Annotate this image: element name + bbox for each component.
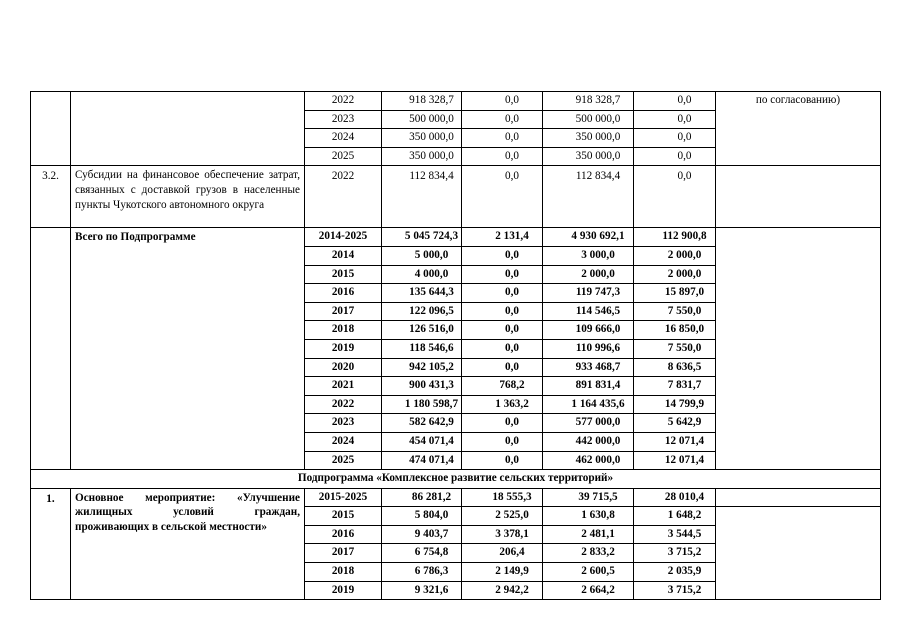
local-cell: 7 550,0 [634, 339, 716, 358]
total-cell: 126 516,0 [382, 321, 462, 340]
local-cell: 14 799,9 [634, 395, 716, 414]
okrug-cell: 462 000,0 [543, 451, 634, 470]
year-cell: 2024 [305, 432, 382, 451]
description-cell: Субсидии на финансовое обеспечение затрат, связанных с доставкой грузов в населенные пункты Чукотского автономного округа [71, 166, 305, 228]
total-label-cell: Всего по Подпрограмме [71, 228, 305, 470]
okrug-cell: 112 834,4 [543, 166, 634, 228]
okrug-cell: 350 000,0 [543, 129, 634, 148]
year-cell: 2016 [305, 525, 382, 544]
year-cell: 2022 [305, 92, 382, 111]
okrug-cell: 2 664,2 [543, 581, 634, 600]
year-cell: 2014 [305, 246, 382, 265]
total-cell: 5 045 724,3 [382, 228, 462, 247]
federal-cell: 2 131,4 [462, 228, 543, 247]
total-cell: 474 071,4 [382, 451, 462, 470]
local-cell: 2 035,9 [634, 563, 716, 582]
year-cell: 2021 [305, 377, 382, 396]
federal-cell: 0,0 [462, 432, 543, 451]
year-cell: 2025 [305, 147, 382, 166]
federal-cell: 0,0 [462, 358, 543, 377]
total-cell: 9 321,6 [382, 581, 462, 600]
federal-cell: 0,0 [462, 166, 543, 228]
year-cell: 2015 [305, 507, 382, 526]
total-cell: 500 000,0 [382, 110, 462, 129]
federal-cell: 0,0 [462, 284, 543, 303]
note-cell [716, 488, 881, 507]
year-cell: 2023 [305, 110, 382, 129]
year-cell: 2015 [305, 265, 382, 284]
local-cell: 0,0 [634, 129, 716, 148]
federal-cell: 0,0 [462, 147, 543, 166]
year-cell: 2018 [305, 321, 382, 340]
local-cell: 1 648,2 [634, 507, 716, 526]
federal-cell: 0,0 [462, 451, 543, 470]
local-cell: 0,0 [634, 92, 716, 111]
section-row [31, 470, 881, 489]
okrug-cell: 110 996,6 [543, 339, 634, 358]
year-cell: 2016 [305, 284, 382, 303]
okrug-cell: 918 328,7 [543, 92, 634, 111]
federal-cell: 0,0 [462, 246, 543, 265]
year-cell: 2018 [305, 563, 382, 582]
okrug-cell: 3 000,0 [543, 246, 634, 265]
okrug-cell: 442 000,0 [543, 432, 634, 451]
local-cell: 8 636,5 [634, 358, 716, 377]
federal-cell: 2 525,0 [462, 507, 543, 526]
federal-cell: 2 942,2 [462, 581, 543, 600]
okrug-cell: 350 000,0 [543, 147, 634, 166]
federal-cell: 206,4 [462, 544, 543, 563]
okrug-cell: 2 600,5 [543, 563, 634, 582]
local-cell: 7 550,0 [634, 302, 716, 321]
index-cell [31, 228, 71, 470]
federal-cell: 2 149,9 [462, 563, 543, 582]
local-cell: 3 715,2 [634, 581, 716, 600]
local-cell: 7 831,7 [634, 377, 716, 396]
federal-cell: 0,0 [462, 265, 543, 284]
federal-cell: 3 378,1 [462, 525, 543, 544]
year-cell: 2015-2025 [305, 488, 382, 507]
local-cell: 3 715,2 [634, 544, 716, 563]
local-cell: 28 010,4 [634, 488, 716, 507]
okrug-cell: 39 715,5 [543, 488, 634, 507]
local-cell: 2 000,0 [634, 265, 716, 284]
okrug-cell: 2 833,2 [543, 544, 634, 563]
federal-cell: 18 555,3 [462, 488, 543, 507]
local-cell: 12 071,4 [634, 451, 716, 470]
total-cell: 4 000,0 [382, 265, 462, 284]
okrug-cell: 2 481,1 [543, 525, 634, 544]
table-body [31, 92, 881, 600]
local-cell: 0,0 [634, 147, 716, 166]
year-cell: 2019 [305, 581, 382, 600]
federal-cell: 0,0 [462, 321, 543, 340]
total-cell: 454 071,4 [382, 432, 462, 451]
local-cell: 0,0 [634, 166, 716, 228]
local-cell: 5 642,9 [634, 414, 716, 433]
note-cell [716, 507, 881, 600]
budget-table-page [30, 91, 881, 600]
okrug-cell: 500 000,0 [543, 110, 634, 129]
total-cell: 350 000,0 [382, 147, 462, 166]
federal-cell: 0,0 [462, 129, 543, 148]
year-cell: 2022 [305, 166, 382, 228]
federal-cell: 0,0 [462, 302, 543, 321]
section-title: Подпрограмма «Комплексное развитие сельских территорий» [31, 470, 881, 489]
year-cell: 2025 [305, 451, 382, 470]
total-cell: 9 403,7 [382, 525, 462, 544]
okrug-cell: 2 000,0 [543, 265, 634, 284]
federal-cell: 768,2 [462, 377, 543, 396]
okrug-cell: 1 630,8 [543, 507, 634, 526]
okrug-cell: 4 930 692,1 [543, 228, 634, 247]
local-cell: 15 897,0 [634, 284, 716, 303]
total-cell: 6 754,8 [382, 544, 462, 563]
total-cell: 86 281,2 [382, 488, 462, 507]
okrug-cell: 933 468,7 [543, 358, 634, 377]
local-cell: 12 071,4 [634, 432, 716, 451]
total-cell: 118 546,6 [382, 339, 462, 358]
total-cell: 942 105,2 [382, 358, 462, 377]
table-row [31, 228, 881, 247]
local-cell: 0,0 [634, 110, 716, 129]
local-cell: 16 850,0 [634, 321, 716, 340]
year-cell: 2020 [305, 358, 382, 377]
total-cell: 918 328,7 [382, 92, 462, 111]
budget-table [30, 91, 881, 600]
total-cell: 6 786,3 [382, 563, 462, 582]
total-cell: 112 834,4 [382, 166, 462, 228]
total-cell: 135 644,3 [382, 284, 462, 303]
total-cell: 122 096,5 [382, 302, 462, 321]
note-cell [716, 166, 881, 228]
okrug-cell: 119 747,3 [543, 284, 634, 303]
description-cell: Основное мероприятие: «Улучшение жилищных условий граждан, проживающих в сельской местности» [71, 488, 305, 600]
total-cell: 5 804,0 [382, 507, 462, 526]
year-cell: 2017 [305, 544, 382, 563]
okrug-cell: 577 000,0 [543, 414, 634, 433]
okrug-cell: 1 164 435,6 [543, 395, 634, 414]
index-cell: 1. [31, 488, 71, 600]
year-cell: 2023 [305, 414, 382, 433]
description-cell [71, 92, 305, 166]
federal-cell: 0,0 [462, 92, 543, 111]
okrug-cell: 891 831,4 [543, 377, 634, 396]
year-cell: 2014-2025 [305, 228, 382, 247]
total-cell: 5 000,0 [382, 246, 462, 265]
local-cell: 3 544,5 [634, 525, 716, 544]
table-row [31, 166, 881, 228]
index-cell [31, 92, 71, 166]
total-cell: 582 642,9 [382, 414, 462, 433]
note-cell: по согласованию) [716, 92, 881, 166]
year-cell: 2024 [305, 129, 382, 148]
index-cell: 3.2. [31, 166, 71, 228]
year-cell: 2019 [305, 339, 382, 358]
year-cell: 2017 [305, 302, 382, 321]
federal-cell: 0,0 [462, 110, 543, 129]
total-cell: 1 180 598,7 [382, 395, 462, 414]
okrug-cell: 109 666,0 [543, 321, 634, 340]
total-cell: 350 000,0 [382, 129, 462, 148]
table-row [31, 92, 881, 111]
local-cell: 2 000,0 [634, 246, 716, 265]
federal-cell: 0,0 [462, 414, 543, 433]
year-cell: 2022 [305, 395, 382, 414]
local-cell: 112 900,8 [634, 228, 716, 247]
total-cell: 900 431,3 [382, 377, 462, 396]
federal-cell: 1 363,2 [462, 395, 543, 414]
federal-cell: 0,0 [462, 339, 543, 358]
okrug-cell: 114 546,5 [543, 302, 634, 321]
table-row [31, 488, 881, 507]
note-cell [716, 228, 881, 470]
